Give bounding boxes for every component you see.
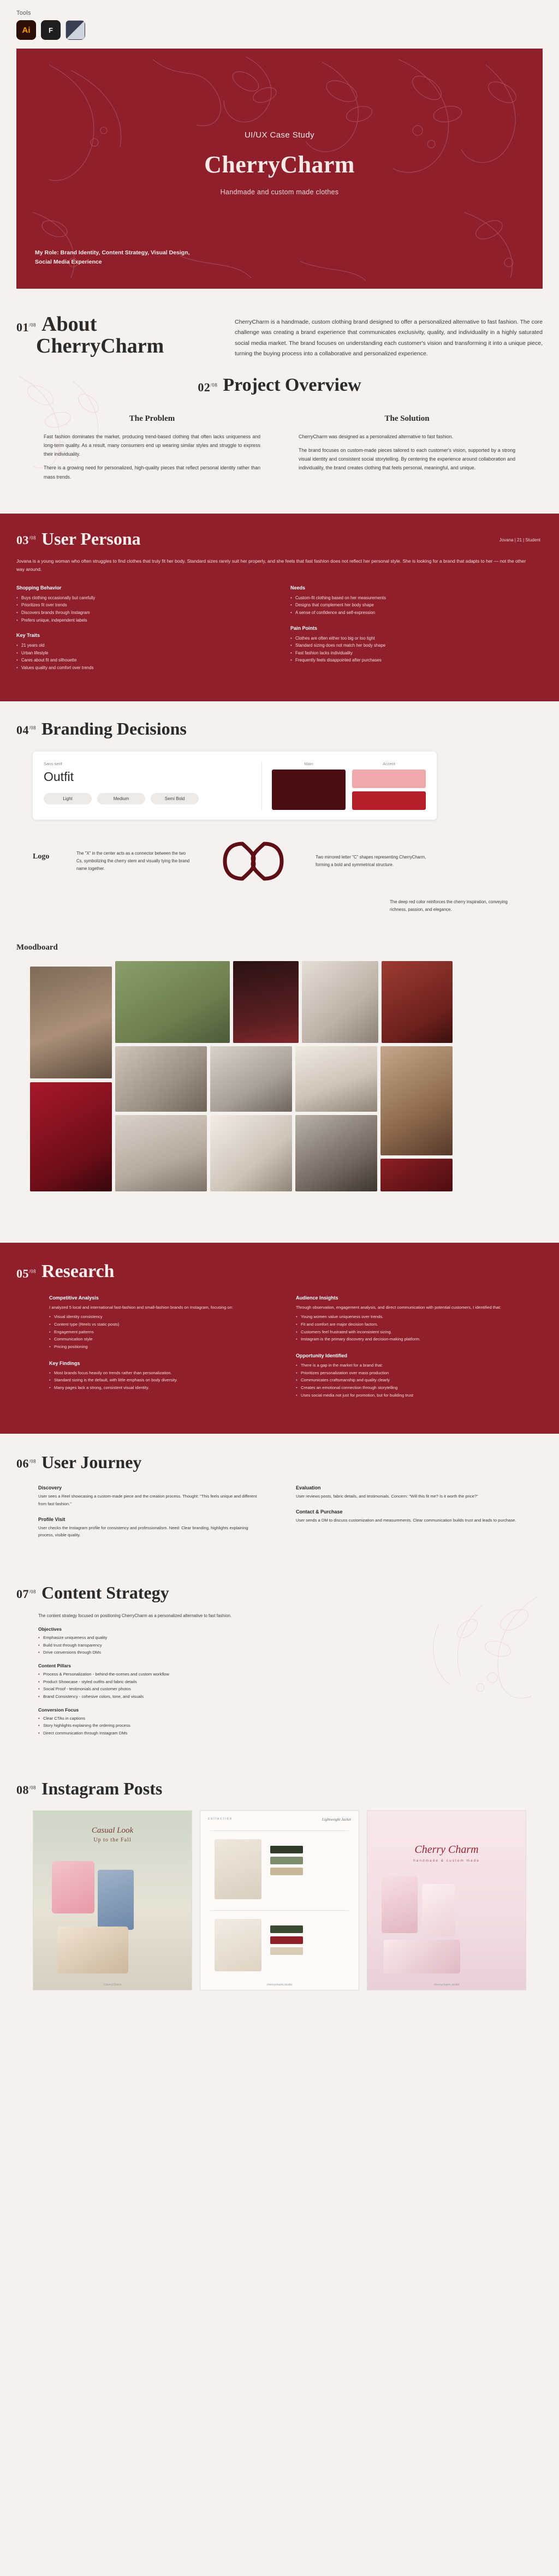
moodboard-image <box>210 1046 292 1112</box>
swatch-accent-label: Accent <box>383 761 395 766</box>
journey-step-evaluation <box>296 1485 521 1500</box>
list-item: • Process & Personalization - behind-the-scenes and custom workflow <box>38 1671 333 1678</box>
post-denim-look[interactable] <box>33 1810 192 1990</box>
persona-section-head <box>16 530 543 547</box>
content-strategy-list <box>38 1671 333 1701</box>
post-2-swatch-olive <box>270 1846 303 1853</box>
post-2-swatch-sand <box>270 1868 303 1875</box>
research-group-text: I analyzed 5 local and international fast-fashion and small-fashion brands on Instagram, focusing on: <box>49 1304 233 1310</box>
weight-chip-medium[interactable]: Medium <box>97 793 145 804</box>
instagram-number <box>16 1783 36 1797</box>
list-item: • Story highlights explaining the ordering process <box>38 1722 333 1730</box>
moodboard-grid <box>30 961 529 1218</box>
research-title: Research <box>41 1261 115 1281</box>
instagram-grid <box>16 1810 543 1990</box>
floral-decoration-icon <box>8 365 122 474</box>
instagram-title: Instagram Posts <box>41 1778 163 1798</box>
moodboard-image <box>302 961 378 1043</box>
instagram-posts-section <box>0 1766 559 2023</box>
content-strategy-group-heading: Objectives <box>38 1626 62 1632</box>
research-number-value: 05 <box>16 1266 29 1280</box>
about-body: CherryCharm is a handmade, custom clothing brand designed to offer a personalized alternative to fast fashion. The core challenge was creating a brand experience that communicates exclusivity, quality, and individuality in a highly saturated social media market. The brand focuses on understanding each customer's vision and transforming it into a unique piece, turning the buying process into a collaborative and personalized experience. <box>235 319 543 357</box>
typeface-category: Sans-serif <box>44 761 62 766</box>
list-item: • Urban lifestyle <box>16 649 269 657</box>
floral-decoration-icon <box>423 1591 548 1706</box>
research-list <box>49 1313 263 1350</box>
research-column-left <box>49 1295 263 1409</box>
tools-icon-list <box>16 20 543 40</box>
research-number <box>16 1267 36 1281</box>
persona-list <box>16 594 269 624</box>
post-2-garment-skirt <box>215 1919 261 1971</box>
logo-note-left: The "X" in the center acts as a connector between the two Cs, symbolizing the cherry stem and visually tying the brand name together. <box>76 850 190 871</box>
list-item: • Communication style <box>49 1335 263 1343</box>
list-item: • Content type (Reels vs static posts) <box>49 1321 263 1328</box>
user-persona-section <box>0 514 559 701</box>
persona-column-right <box>290 585 543 681</box>
list-item: • Clear CTAs in captions <box>38 1715 333 1722</box>
research-group-heading: Audience Insights <box>296 1295 338 1301</box>
tools-label: Tools <box>16 10 31 16</box>
typography-block <box>44 761 252 810</box>
journey-column-right <box>296 1485 521 1548</box>
list-item: • Creates an emotional connection through storytelling <box>296 1384 510 1392</box>
research-of: /08 <box>29 1268 37 1274</box>
moodboard-image <box>30 967 112 1078</box>
swatch-accent-top-color <box>352 770 426 788</box>
list-item: • Standard sizing is the default, with little emphasis on body diversity. <box>49 1376 263 1384</box>
content-strategy-group-heading: Content Pillars <box>38 1662 71 1668</box>
journey-step-text: User reviews posts, fabric details, and testimonials. Concern: "Will this fit me? Is it worth the price?" <box>296 1494 478 1499</box>
overview-of: /08 <box>210 382 218 388</box>
swatch-main-color <box>272 770 346 810</box>
persona-name: Jovana | 21 | Student <box>499 538 540 543</box>
adobe-illustrator-icon[interactable] <box>16 20 36 40</box>
branding-section <box>0 701 559 925</box>
list-item: • Direct communication through Instagram DMs <box>38 1730 333 1737</box>
journey-number-value: 06 <box>16 1457 29 1471</box>
journey-step-contact-purchase <box>296 1509 521 1524</box>
overview-solution <box>299 414 515 486</box>
content-strategy-body <box>16 1612 355 1737</box>
logo-section <box>16 820 543 914</box>
list-item: • Values quality and comfort over trends <box>16 664 269 672</box>
journey-column-left <box>38 1485 263 1548</box>
research-group-heading: Key Findings <box>49 1360 80 1366</box>
content-strategy-intro: The content strategy focused on positioning CherryCharm as a personalized alternative to fast fashion. <box>38 1613 232 1618</box>
research-column-right <box>296 1295 510 1409</box>
about-number-value: 01 <box>16 320 29 334</box>
content-strategy-list <box>38 1634 333 1656</box>
moodboard-image <box>382 961 453 1043</box>
list-item: • Most brands focus heavily on trends rather than personalization. <box>49 1369 263 1377</box>
list-item: • Fast fashion lacks individuality <box>290 649 543 657</box>
content-strategy-section <box>0 1570 559 1766</box>
hero-text <box>16 130 543 196</box>
moodboard-image <box>115 1115 207 1191</box>
swatch-accent-bottom-color <box>352 791 426 810</box>
hero-title: CherryCharm <box>204 151 355 178</box>
persona-columns <box>16 585 543 681</box>
journey-of: /08 <box>29 1459 37 1465</box>
branding-card <box>33 752 437 820</box>
post-1-accessory-bag <box>57 1927 128 1973</box>
hero-role: My Role: Brand Identity, Content Strategy, Visual Design, Social Media Experience <box>35 249 190 266</box>
journey-number <box>16 1457 36 1471</box>
persona-column-left <box>16 585 269 681</box>
list-item: • Customers feel frustrated with inconsistent sizing. <box>296 1328 510 1336</box>
hero-subtitle: Handmade and custom made clothes <box>220 188 339 196</box>
problem-paragraph-1: Fast fashion dominates the market, producing trend-based clothing that often lacks uniqueness and long-term quality. As a result, many consumers end up wearing similar styles and struggle to express their individuality. <box>44 433 260 457</box>
post-2-swatch-cream <box>270 1947 303 1955</box>
post-3-garment-blouse <box>422 1884 455 1936</box>
journey-step-heading: Contact & Purchase <box>296 1509 343 1515</box>
moodboard-image <box>380 1046 453 1155</box>
journey-step-heading: Evaluation <box>296 1485 321 1491</box>
moodboard-image <box>295 1046 377 1112</box>
list-item: • Engagement patterns <box>49 1328 263 1336</box>
persona-list <box>290 594 543 617</box>
persona-of: /08 <box>29 535 37 541</box>
typeface-weights <box>44 793 252 804</box>
moodboard-image <box>295 1115 377 1191</box>
about-heading <box>16 314 213 360</box>
persona-title: User Persona <box>41 529 141 549</box>
logo-mark <box>204 836 302 886</box>
problem-heading: The Problem <box>129 414 175 423</box>
branding-number-value: 04 <box>16 723 29 737</box>
list-item: • Build trust through transparency <box>38 1642 333 1649</box>
post-1-garment-jeans <box>98 1870 134 1930</box>
research-section <box>0 1243 559 1434</box>
content-strategy-of: /08 <box>29 1589 37 1595</box>
list-item: • Prioritizes fit over trends <box>16 601 269 609</box>
post-3-title: Cherry Charm <box>414 1843 479 1856</box>
post-2-swatch-sage <box>270 1857 303 1864</box>
about-title-line1: About <box>41 313 97 336</box>
journey-title: User Journey <box>41 1452 142 1472</box>
journey-step-discovery <box>38 1485 263 1507</box>
typeface-sample: Outfit <box>44 769 74 784</box>
persona-list <box>16 642 269 672</box>
logo-section-label: Logo <box>33 852 50 861</box>
figma-icon[interactable] <box>41 20 61 40</box>
content-strategy-number <box>16 1587 36 1601</box>
moodboard-image <box>380 1159 453 1191</box>
journey-columns <box>16 1485 543 1548</box>
persona-number <box>16 533 36 547</box>
list-item: • Frequently feels disappointed after purchases <box>290 657 543 664</box>
research-group-heading: Opportunity Identified <box>296 1353 347 1359</box>
persona-group-heading: Pain Points <box>290 625 318 631</box>
post-3-garment-set <box>384 1940 460 1973</box>
content-strategy-list <box>38 1715 333 1737</box>
post-3-garment-dress <box>382 1876 418 1933</box>
overview-title: Project Overview <box>223 374 361 395</box>
research-group-text: Through observation, engagement analysis, and direct communication with potential customers, I identified that: <box>296 1304 501 1310</box>
logo-note-right-top: Two mirrored letter "C" shapes representing CherryCharm, forming a bold and symmetrical structure. <box>316 854 426 867</box>
branding-section-head <box>16 720 543 737</box>
list-item: • Many pages lack a strong, consistent visual identity. <box>49 1384 263 1392</box>
research-columns <box>16 1295 543 1409</box>
list-item: • Fit and comfort are major decision factors. <box>296 1321 510 1328</box>
list-item: • Emphasize uniqueness and quality <box>38 1634 333 1642</box>
adobe-illustrator-glyph: Ai <box>22 25 31 35</box>
post-2-caption: cherrycharm.studio <box>266 1983 293 1987</box>
persona-group-heading: Needs <box>290 585 306 591</box>
solution-paragraph-1: CherryCharm was designed as a personalized alternative to fast fashion. <box>299 433 454 439</box>
branding-number <box>16 723 36 737</box>
divider <box>210 1910 349 1911</box>
instagram-of: /08 <box>29 1785 37 1791</box>
persona-intro: Jovana is a young woman who often struggles to find clothes that truly fit her body. Standard sizes rarely suit her properly, and she feels that fast fashion does not reflect her personal style. She is looking for a brand that adapts to her — not the other way around. <box>16 558 526 573</box>
journey-step-heading: Profile Visit <box>38 1516 66 1522</box>
swatch-main-label: Main <box>304 761 313 766</box>
persona-number-value: 03 <box>16 533 29 547</box>
cherrycharm-logo-icon <box>221 836 286 886</box>
post-1-title: Casual Look <box>91 1826 134 1835</box>
overview-number-value: 02 <box>198 380 211 394</box>
list-item: • 21 years old <box>16 642 269 649</box>
list-item: • Custom-fit clothing based on her measurements <box>290 594 543 602</box>
branding-title: Branding Decisions <box>41 718 187 738</box>
moodboard-image <box>115 1046 207 1112</box>
post-1-caption: CherryCharm <box>103 1983 122 1987</box>
logo-row <box>76 836 515 886</box>
hero-kicker: UI/UX Case Study <box>244 130 315 140</box>
list-item: • Pricing positioning <box>49 1343 263 1351</box>
list-item: • Clothes are often either too big or too tight <box>290 635 543 642</box>
list-item: • Communicates craftsmanship and quality clearly <box>296 1376 510 1384</box>
about-section-head <box>16 314 213 335</box>
journey-section-head <box>16 1453 543 1471</box>
research-list <box>49 1369 263 1392</box>
list-item: • Buys clothing occasionally but carefully <box>16 594 269 602</box>
journey-step-text: User sees a Reel showcasing a custom-made piece and the creation process. Thought: "This feels unique and different from fast fashion." <box>38 1494 257 1507</box>
color-palette <box>261 761 426 810</box>
hero-banner <box>16 49 543 289</box>
list-item: • Product Showcase - styled outfits and fabric details <box>38 1678 333 1686</box>
journey-step-text: User sends a DM to discuss customization and measurements. Clear communication builds trust and leads to purchase. <box>296 1518 516 1523</box>
post-2-swatch-forest <box>270 1925 303 1933</box>
swatch-main <box>272 761 346 810</box>
overview-number <box>198 380 217 395</box>
post-1-garment-top <box>52 1861 94 1913</box>
list-item: • Standard sizing does not match her body shape <box>290 642 543 649</box>
post-2-swatch-cherry <box>270 1936 303 1944</box>
content-strategy-title: Content Strategy <box>41 1582 169 1602</box>
post-3-caption: cherrycharm.studio <box>433 1983 460 1987</box>
swatch-accent <box>352 761 426 810</box>
content-strategy-group-heading: Conversion Focus <box>38 1707 79 1713</box>
moodboard-image <box>210 1115 292 1191</box>
persona-group-heading: Shopping Behavior <box>16 585 62 591</box>
journey-step-profile-visit <box>38 1517 263 1539</box>
list-item: • There is a gap in the market for a brand that: <box>296 1362 510 1369</box>
list-item: • Social Proof - testimonials and customer photos <box>38 1685 333 1693</box>
moodboard-image <box>115 961 230 1043</box>
list-item: • Cares about fit and silhouette <box>16 657 269 664</box>
post-cherry-charm-poster[interactable] <box>367 1810 526 1990</box>
content-strategy-number-value: 07 <box>16 1587 29 1601</box>
post-1-subtitle: Up to the Fall <box>93 1836 132 1843</box>
weight-chip-light[interactable]: Light <box>44 793 92 804</box>
branding-of: /08 <box>29 725 37 731</box>
research-list <box>296 1313 510 1343</box>
post-2-subtitle: Lightweight Jacket <box>322 1817 351 1822</box>
list-item: • Drive conversions through DMs <box>38 1649 333 1656</box>
weight-chip-semibold[interactable]: Semi Bold <box>151 793 199 804</box>
list-item: • Instagram is the primary discovery and decision-making platform. <box>296 1335 510 1343</box>
list-item: • Designs that complement her body shape <box>290 601 543 609</box>
list-item: • Young women value uniqueness over trends. <box>296 1313 510 1321</box>
journey-step-heading: Discovery <box>38 1485 62 1491</box>
divider <box>210 1830 349 1831</box>
instagram-section-head <box>16 1780 543 1797</box>
logo-note-right-bottom: The deep red color reinforces the cherry inspiration, conveying richness, passion, and elegance. <box>390 899 508 912</box>
problem-paragraph-2: There is a growing need for personalized, high-quality pieces that reflect personal identity rather than mass trends. <box>44 465 260 480</box>
journey-step-text: User checks the Instagram profile for consistency and professionalism. Need: Clear branding, highlights explaining process, visible quality. <box>38 1525 248 1538</box>
about-of: /08 <box>29 322 37 328</box>
list-item: • Visual identity consistency <box>49 1313 263 1321</box>
moodboard-section <box>0 925 559 1243</box>
research-section-head <box>16 1262 543 1281</box>
list-item: • Uses social media not just for promotion, but for building trust <box>296 1392 510 1399</box>
tools-bar <box>0 0 559 45</box>
about-title-line2: CherryCharm <box>36 335 164 357</box>
procreate-icon[interactable] <box>66 20 85 40</box>
moodboard-title: Moodboard <box>16 943 58 952</box>
list-item: • Brand Consistency - cohesive colors, tone, and visuals <box>38 1693 333 1701</box>
moodboard-image <box>233 961 299 1043</box>
research-list <box>296 1362 510 1399</box>
post-3-subtitle: handmade & custom made <box>413 1858 480 1863</box>
figma-glyph: F <box>49 26 53 34</box>
list-item: • Prioritizes personalization over mass production <box>296 1369 510 1377</box>
list-item: • Prefers unique, independent labels <box>16 617 269 624</box>
post-collection-sheet[interactable] <box>200 1810 359 1990</box>
persona-group-heading: Key Traits <box>16 633 40 639</box>
about-number <box>16 320 36 335</box>
about-section <box>0 289 559 360</box>
project-overview-section <box>0 360 559 514</box>
solution-paragraph-2: The brand focuses on custom-made pieces tailored to each customer's vision, supported by a strong visual identity and consistent social storytelling. By centering the experience around collaboration and individuality, the brand creates clothing that feels personal, meaningful, and unique. <box>299 447 515 471</box>
list-item: • Discovers brands through Instagram <box>16 609 269 617</box>
solution-heading: The Solution <box>384 414 430 423</box>
moodboard-image <box>30 1082 112 1191</box>
research-group-heading: Competitive Analysis <box>49 1295 99 1301</box>
list-item: • A sense of confidence and self-expression <box>290 609 543 617</box>
persona-list <box>290 635 543 665</box>
post-2-garment-jacket <box>215 1839 261 1899</box>
instagram-number-value: 08 <box>16 1782 29 1797</box>
post-2-title: collection <box>208 1817 233 1821</box>
user-journey-section <box>0 1434 559 1570</box>
logo-body <box>66 836 526 914</box>
